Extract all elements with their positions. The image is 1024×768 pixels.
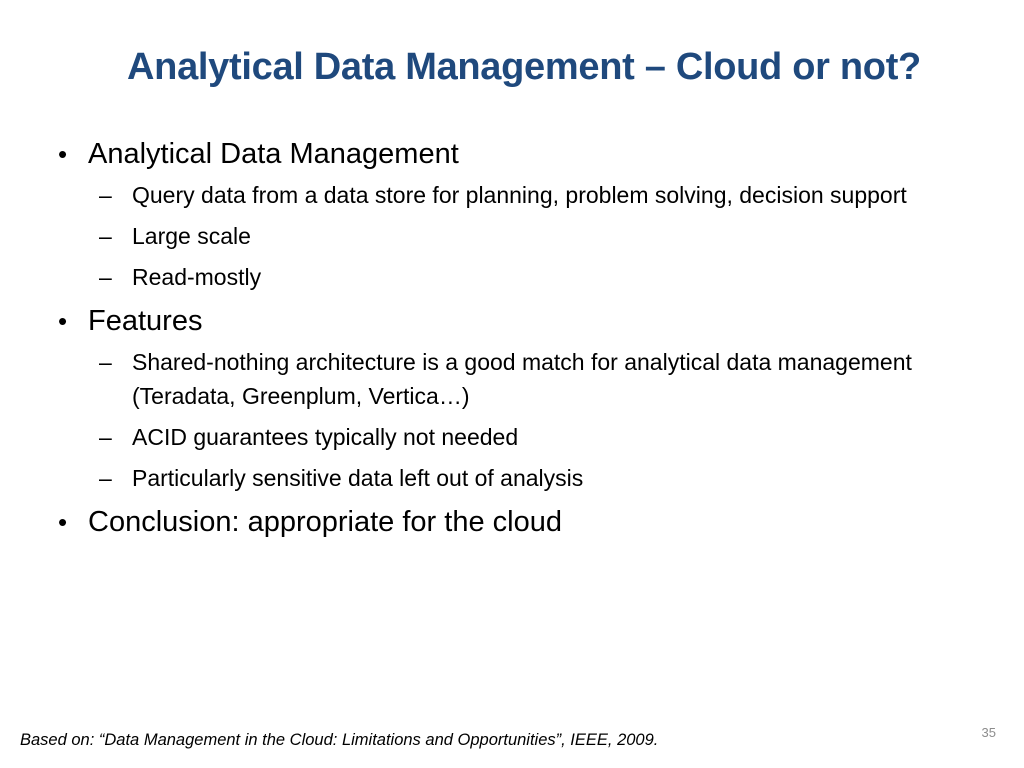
sub-list	[58, 178, 958, 294]
sub-item-text: Shared-nothing architecture is a good match for analytical data management (Teradata, Greenplum, Vertica…)	[132, 349, 912, 409]
sub-item	[58, 345, 958, 413]
bullet-icon: •	[58, 507, 68, 537]
sub-item-text: Query data from a data store for planning, problem solving, decision support	[132, 182, 907, 208]
bullet-item	[58, 502, 958, 542]
sub-item	[58, 219, 958, 253]
slide-number: 35	[981, 725, 996, 740]
bullet-icon: •	[58, 306, 68, 336]
sub-item-text: Large scale	[132, 223, 251, 249]
sub-item-text: Read-mostly	[132, 264, 262, 290]
bullet-icon: •	[58, 139, 68, 169]
dash-icon: –	[99, 182, 112, 208]
source-citation: Based on: “Data Management in the Cloud: Limitations and Opportunities”, IEEE, 2009.	[20, 731, 659, 749]
bullet-text: Features	[88, 305, 203, 337]
sub-item	[58, 420, 958, 454]
sub-item-text: ACID guarantees typically not needed	[132, 424, 519, 450]
dash-icon: –	[99, 223, 112, 249]
dash-icon: –	[99, 264, 112, 290]
bullet-item	[58, 134, 958, 174]
slide-title: Analytical Data Management – Cloud or not?	[127, 46, 921, 88]
dash-icon: –	[99, 424, 112, 450]
sub-list	[58, 345, 958, 495]
bullet-text: Conclusion: appropriate for the cloud	[88, 506, 562, 538]
sub-item	[58, 178, 958, 212]
sub-item	[58, 260, 958, 294]
dash-icon: –	[99, 349, 112, 375]
bullet-list	[58, 134, 958, 546]
sub-item-text: Particularly sensitive data left out of analysis	[132, 465, 584, 491]
bullet-item	[58, 301, 958, 341]
dash-icon: –	[99, 465, 112, 491]
sub-item	[58, 461, 958, 495]
bullet-text: Analytical Data Management	[88, 138, 459, 170]
